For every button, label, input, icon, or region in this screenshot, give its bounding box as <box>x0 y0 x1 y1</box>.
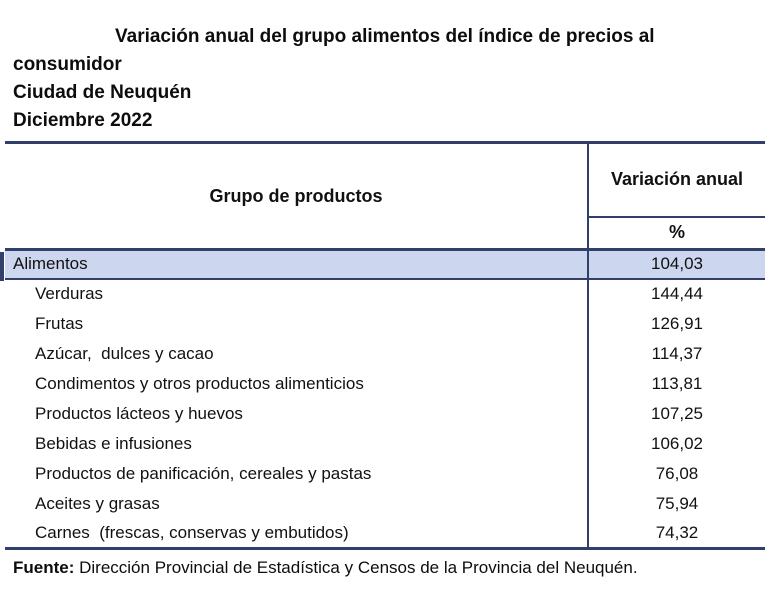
subtitle-period: Diciembre 2022 <box>13 110 153 131</box>
total-row <box>5 250 765 279</box>
source-label: Fuente: <box>13 558 75 577</box>
product-label-cell: Aceites y grasas <box>35 493 160 513</box>
table-row <box>5 339 765 369</box>
table-row <box>5 279 765 309</box>
value-cell: 107,25 <box>588 399 765 429</box>
page-title-line-2: consumidor <box>13 54 122 75</box>
table-row <box>5 399 765 429</box>
product-label-cell: Productos de panificación, cereales y pastas <box>35 463 372 483</box>
table-row <box>5 429 765 459</box>
row-border-tick <box>0 252 4 281</box>
col-subheader-percent: % <box>588 217 765 250</box>
value-cell: 144,44 <box>588 279 765 309</box>
source-text: Dirección Provincial de Estadística y Censos de la Provincia del Neuquén. <box>74 558 638 577</box>
value-cell: 75,94 <box>588 489 765 519</box>
cpi-table <box>5 141 765 550</box>
col-header-grupo: Grupo de productos <box>209 185 383 206</box>
table-row <box>5 309 765 339</box>
table-row <box>5 519 765 549</box>
total-label-cell: Alimentos <box>13 254 88 274</box>
value-cell: 113,81 <box>588 369 765 399</box>
title-block <box>0 0 770 135</box>
product-label-cell: Frutas <box>35 313 84 333</box>
total-value-cell: 104,03 <box>588 250 765 279</box>
table-row <box>5 489 765 519</box>
subtitle-city: Ciudad de Neuquén <box>13 82 192 103</box>
product-label-cell: Azúcar, dulces y cacao <box>35 343 214 363</box>
product-label-cell: Condimentos y otros productos alimenticios <box>35 373 364 393</box>
table-head <box>5 143 765 250</box>
value-cell: 126,91 <box>588 309 765 339</box>
product-label-cell: Productos lácteos y huevos <box>35 403 243 423</box>
table-body <box>5 250 765 549</box>
value-cell: 74,32 <box>588 519 765 549</box>
page-title-line-1: Variación anual del grupo alimentos del índice de precios al <box>115 26 655 47</box>
header-row <box>5 143 765 217</box>
value-cell: 76,08 <box>588 459 765 489</box>
table-row <box>5 369 765 399</box>
table-row <box>5 459 765 489</box>
product-label-cell: Carnes (frescas, conservas y embutidos) <box>35 522 349 542</box>
col-header-variacion: Variación anual <box>588 143 765 217</box>
source-note <box>13 558 770 578</box>
product-label-cell: Verduras <box>35 284 104 303</box>
value-cell: 106,02 <box>588 429 765 459</box>
value-cell: 114,37 <box>588 339 765 369</box>
product-label-cell: Bebidas e infusiones <box>35 433 192 453</box>
